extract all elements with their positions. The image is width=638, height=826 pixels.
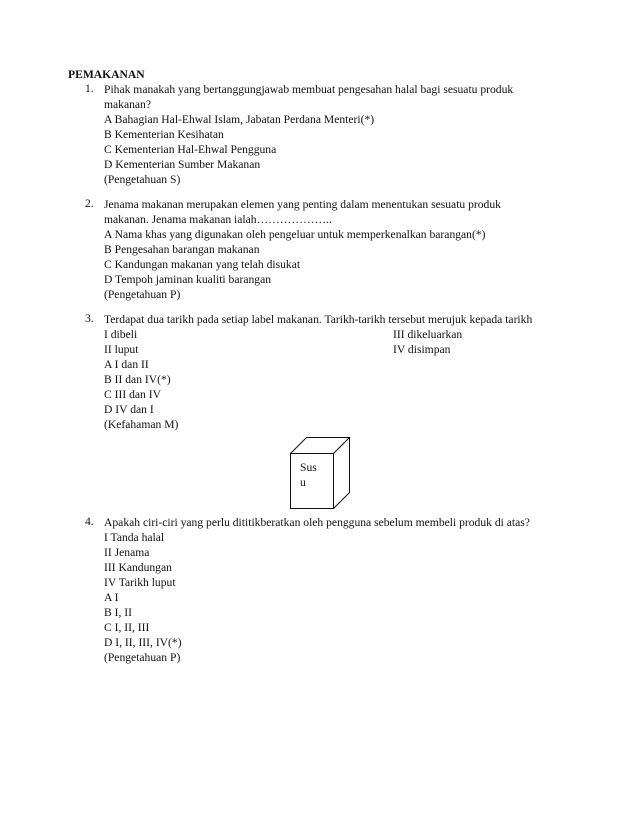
- answer-option-b: B II dan IV(*): [104, 373, 171, 386]
- answer-option-b: B I, II: [104, 606, 133, 619]
- question-stem: makanan?: [104, 98, 151, 111]
- answer-option-a: A Bahagian Hal-Ehwal Islam, Jabatan Perdana Menteri(*): [104, 113, 375, 126]
- question-number: 1.: [85, 82, 94, 95]
- answer-option-c: C Kandungan makanan yang telah disukat: [104, 258, 301, 271]
- question-stem: Jenama makanan merupakan elemen yang penting dalam menentukan sesuatu produk: [104, 198, 501, 211]
- answer-option-a: A I dan II: [104, 358, 149, 371]
- question-tag: (Kefahaman M): [104, 418, 179, 431]
- answer-option-d: D I, II, III, IV(*): [104, 636, 182, 649]
- question-tag: (Pengetahuan S): [104, 173, 181, 186]
- box-label-line: Sus: [300, 461, 317, 474]
- answer-option-d: D IV dan I: [104, 403, 154, 416]
- question-2: [85, 197, 605, 302]
- question-number: 2.: [85, 197, 94, 210]
- question-1: [85, 82, 605, 187]
- question-stem: makanan. Jenama makanan ialah………………..: [104, 213, 332, 226]
- question-3: [85, 312, 605, 432]
- criteria-item: III Kandungan: [104, 561, 172, 574]
- question-number: 4.: [85, 515, 94, 528]
- question-stem: Pihak manakah yang bertanggungjawab membuat pengesahan halal bagi sesuatu produk: [104, 83, 514, 96]
- box-label: [300, 460, 317, 490]
- answer-option-d: D Kementerian Sumber Makanan: [104, 158, 261, 171]
- choice-right: III dikeluarkan: [393, 328, 463, 341]
- criteria-item: II Jenama: [104, 546, 150, 559]
- question-4: [85, 515, 605, 665]
- question-stem: Terdapat dua tarikh pada setiap label makanan. Tarikh-tarikh tersebut merujuk kepada tarikh: [104, 313, 533, 326]
- choice-pair-row: [104, 342, 605, 357]
- question-tag: (Pengetahuan P): [104, 651, 181, 664]
- question-stem: Apakah ciri-ciri yang perlu dititikberatkan oleh pengguna sebelum membeli produk di atas?: [104, 516, 530, 529]
- criteria-item: IV Tarikh luput: [104, 576, 176, 589]
- choice-pair-row: [104, 327, 605, 342]
- answer-option-c: C Kementerian Hal-Ehwal Pengguna: [104, 143, 277, 156]
- question-number: 3.: [85, 312, 94, 325]
- answer-option-c: C I, II, III: [104, 621, 150, 634]
- answer-option-b: B Kementerian Kesihatan: [104, 128, 224, 141]
- milk-box-illustration: [290, 437, 354, 509]
- box-label-line: u: [300, 476, 306, 489]
- answer-option-b: B Pengesahan barangan makanan: [104, 243, 260, 256]
- criteria-item: I Tanda halal: [104, 531, 165, 544]
- answer-option-d: D Tempoh jaminan kualiti barangan: [104, 273, 272, 286]
- question-tag: (Pengetahuan P): [104, 288, 181, 301]
- section-heading: PEMAKANAN: [68, 68, 145, 81]
- answer-option-a: A I: [104, 591, 119, 604]
- choice-right: IV disimpan: [393, 343, 451, 356]
- choice-left: I dibeli: [104, 328, 138, 341]
- answer-option-c: C III dan IV: [104, 388, 161, 401]
- choice-left: II luput: [104, 343, 139, 356]
- answer-option-a: A Nama khas yang digunakan oleh pengeluar untuk memperkenalkan barangan(*): [104, 228, 486, 241]
